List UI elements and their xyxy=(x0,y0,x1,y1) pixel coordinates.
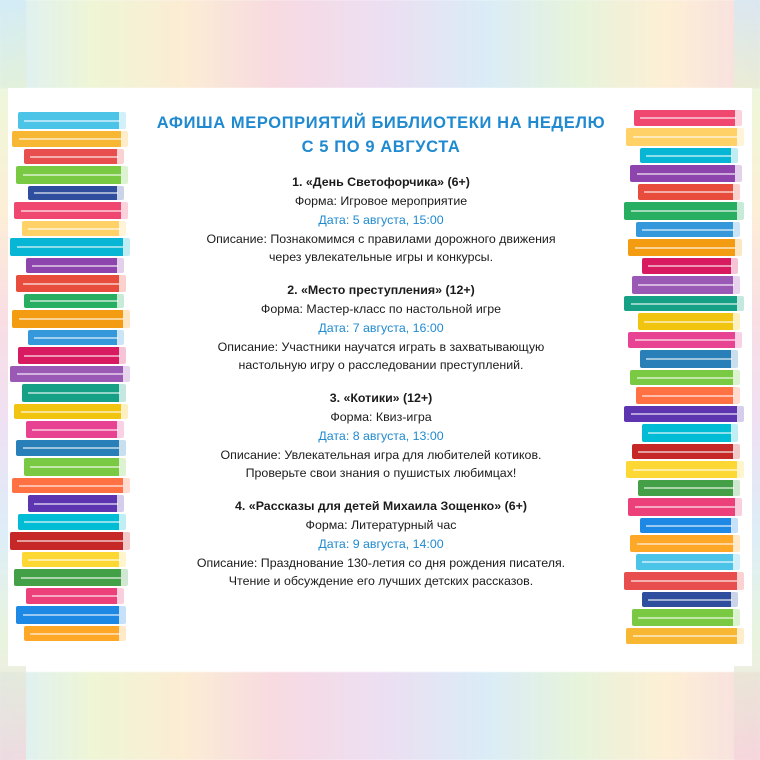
poster-content xyxy=(150,112,612,606)
page-title-line-2: С 5 ПО 9 АВГУСТА xyxy=(301,137,461,156)
event-form: Форма: Мастер-класс по настольной игре xyxy=(260,301,502,316)
event-item xyxy=(150,174,612,267)
event-item xyxy=(150,390,612,483)
decorative-gradient-band-top xyxy=(0,0,760,88)
event-description xyxy=(150,555,612,591)
event-description-line-1: Описание: Празднование 130-летия со дня рождения писателя. xyxy=(196,555,566,570)
event-name: 1. «День Светофорчика» (6+) xyxy=(292,174,470,189)
event-description-line-2: Чтение и обсуждение его лучших детских рассказов. xyxy=(228,573,534,588)
event-date: Дата: 9 августа, 14:00 xyxy=(318,536,444,551)
event-description-line-1: Описание: Увлекательная игра для любителей котиков. xyxy=(220,447,542,462)
event-date: Дата: 8 августа, 13:00 xyxy=(318,428,444,443)
page-title-line-1: АФИША МЕРОПРИЯТИЙ БИБЛИОТЕКИ НА НЕДЕЛЮ xyxy=(156,114,606,132)
event-name: 2. «Место преступления» (12+) xyxy=(287,282,475,297)
book-stack-left-illustration xyxy=(10,110,140,655)
event-form: Форма: Квиз-игра xyxy=(330,409,432,424)
event-form: Форма: Литературный час xyxy=(305,517,457,532)
event-description xyxy=(150,231,612,267)
event-description-line-2: Проверьте свои знания о пушистых любимцах! xyxy=(245,465,517,480)
event-description-line-1: Описание: Участники научатся играть в захватывающую xyxy=(217,339,545,354)
decorative-gradient-band-bottom xyxy=(0,672,760,760)
event-description-line-1: Описание: Познакомимся с правилами дорожного движения xyxy=(206,231,556,246)
event-description xyxy=(150,447,612,483)
page-title xyxy=(150,112,612,160)
event-description xyxy=(150,339,612,375)
event-description-line-2: настольную игру о расследовании преступлений. xyxy=(238,357,524,372)
book-stack-right-illustration xyxy=(624,110,754,655)
event-name: 3. «Котики» (12+) xyxy=(329,390,433,405)
event-item xyxy=(150,498,612,591)
event-name: 4. «Рассказы для детей Михаила Зощенко» (6+) xyxy=(235,498,527,513)
event-form: Форма: Игровое мероприятие xyxy=(294,193,468,208)
event-date: Дата: 5 августа, 15:00 xyxy=(318,212,444,227)
event-item xyxy=(150,282,612,375)
event-description-line-2: через увлекательные игры и конкурсы. xyxy=(268,249,494,264)
event-date: Дата: 7 августа, 16:00 xyxy=(318,320,444,335)
